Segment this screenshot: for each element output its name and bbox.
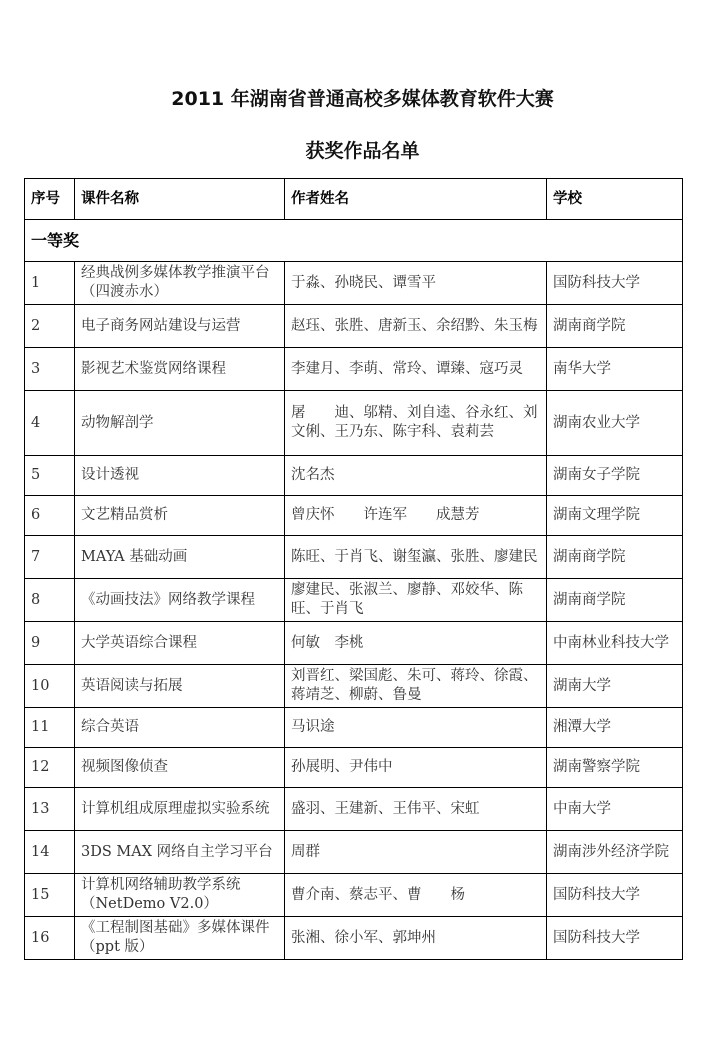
cell-no: 8 xyxy=(25,579,75,622)
cell-school: 湖南农业大学 xyxy=(547,391,683,456)
cell-course: 经典战例多媒体教学推演平台（四渡赤水） xyxy=(75,262,285,305)
cell-no: 7 xyxy=(25,536,75,579)
header-school: 学校 xyxy=(547,179,683,220)
header-number: 序号 xyxy=(25,179,75,220)
cell-course: 影视艺术鉴赏网络课程 xyxy=(75,348,285,391)
table-row xyxy=(25,622,683,665)
cell-school: 国防科技大学 xyxy=(547,262,683,305)
cell-authors: 陈旺、于肖飞、谢玺瀛、张胜、廖建民 xyxy=(285,536,547,579)
cell-authors: 沈名杰 xyxy=(285,456,547,496)
table-header-row xyxy=(25,179,683,220)
cell-course: 大学英语综合课程 xyxy=(75,622,285,665)
table-row xyxy=(25,456,683,496)
cell-no: 9 xyxy=(25,622,75,665)
cell-course: 电子商务网站建设与运营 xyxy=(75,305,285,348)
cell-authors: 曾庆怀 许连军 成慧芳 xyxy=(285,496,547,536)
cell-authors: 李建月、李萌、常玲、谭臻、寇巧灵 xyxy=(285,348,547,391)
cell-school: 中南林业科技大学 xyxy=(547,622,683,665)
cell-no: 3 xyxy=(25,348,75,391)
cell-no: 2 xyxy=(25,305,75,348)
cell-school: 国防科技大学 xyxy=(547,874,683,917)
table-row xyxy=(25,917,683,960)
cell-school: 中南大学 xyxy=(547,788,683,831)
cell-no: 6 xyxy=(25,496,75,536)
table-row xyxy=(25,391,683,456)
table-row xyxy=(25,496,683,536)
cell-school: 湖南商学院 xyxy=(547,536,683,579)
table-row xyxy=(25,748,683,788)
cell-course: 文艺精品赏析 xyxy=(75,496,285,536)
cell-no: 15 xyxy=(25,874,75,917)
cell-course: 3DS MAX 网络自主学习平台 xyxy=(75,831,285,874)
cell-course: 《工程制图基础》多媒体课件（ppt 版） xyxy=(75,917,285,960)
cell-authors: 赵珏、张胜、唐新玉、余绍黔、朱玉梅 xyxy=(285,305,547,348)
cell-school: 湖南女子学院 xyxy=(547,456,683,496)
cell-no: 4 xyxy=(25,391,75,456)
table-row xyxy=(25,665,683,708)
cell-course: 《动画技法》网络教学课程 xyxy=(75,579,285,622)
cell-authors: 何敏 李桃 xyxy=(285,622,547,665)
cell-no: 14 xyxy=(25,831,75,874)
cell-no: 12 xyxy=(25,748,75,788)
header-authors: 作者姓名 xyxy=(285,179,547,220)
cell-no: 13 xyxy=(25,788,75,831)
cell-authors: 屠 迪、邬精、刘自逵、谷永红、刘文俐、王乃东、陈宇科、袁莉芸 xyxy=(285,391,547,456)
cell-course: 动物解剖学 xyxy=(75,391,285,456)
cell-authors: 马识途 xyxy=(285,708,547,748)
section-row xyxy=(25,220,683,262)
cell-school: 湖南警察学院 xyxy=(547,748,683,788)
cell-authors: 刘晋红、梁国彪、朱可、蒋玲、徐霞、蒋靖芝、柳蔚、鲁曼 xyxy=(285,665,547,708)
cell-authors: 张湘、徐小军、郭坤州 xyxy=(285,917,547,960)
cell-authors: 于淼、孙晓民、谭雪平 xyxy=(285,262,547,305)
cell-course: 英语阅读与拓展 xyxy=(75,665,285,708)
header-course: 课件名称 xyxy=(75,179,285,220)
table-row xyxy=(25,305,683,348)
table-row xyxy=(25,536,683,579)
cell-school: 湖南商学院 xyxy=(547,305,683,348)
cell-school: 湖南文理学院 xyxy=(547,496,683,536)
table-row xyxy=(25,579,683,622)
cell-no: 16 xyxy=(25,917,75,960)
cell-authors: 廖建民、张淑兰、廖静、邓姣华、陈旺、于肖飞 xyxy=(285,579,547,622)
table-row xyxy=(25,348,683,391)
cell-course: 设计透视 xyxy=(75,456,285,496)
cell-no: 11 xyxy=(25,708,75,748)
cell-school: 湘潭大学 xyxy=(547,708,683,748)
cell-authors: 孙展明、尹伟中 xyxy=(285,748,547,788)
cell-authors: 曹介南、蔡志平、曹 杨 xyxy=(285,874,547,917)
cell-course: 视频图像侦查 xyxy=(75,748,285,788)
cell-course: 计算机网络辅助教学系统（NetDemo V2.0） xyxy=(75,874,285,917)
cell-school: 南华大学 xyxy=(547,348,683,391)
cell-school: 湖南大学 xyxy=(547,665,683,708)
cell-school: 湖南涉外经济学院 xyxy=(547,831,683,874)
cell-no: 5 xyxy=(25,456,75,496)
cell-authors: 周群 xyxy=(285,831,547,874)
table-row xyxy=(25,831,683,874)
cell-authors: 盛羽、王建新、王伟平、宋虹 xyxy=(285,788,547,831)
cell-course: 综合英语 xyxy=(75,708,285,748)
table-row xyxy=(25,788,683,831)
awards-table xyxy=(24,178,683,960)
cell-course: 计算机组成原理虚拟实验系统 xyxy=(75,788,285,831)
cell-school: 国防科技大学 xyxy=(547,917,683,960)
cell-school: 湖南商学院 xyxy=(547,579,683,622)
cell-no: 10 xyxy=(25,665,75,708)
cell-no: 1 xyxy=(25,262,75,305)
cell-course: MAYA 基础动画 xyxy=(75,536,285,579)
document-subtitle: 获奖作品名单 xyxy=(305,140,420,162)
table-row xyxy=(25,708,683,748)
table-row xyxy=(25,262,683,305)
document-title: 2011 年湖南省普通高校多媒体教育软件大赛 xyxy=(171,88,554,110)
section-first-prize: 一等奖 xyxy=(25,220,683,262)
table-row xyxy=(25,874,683,917)
